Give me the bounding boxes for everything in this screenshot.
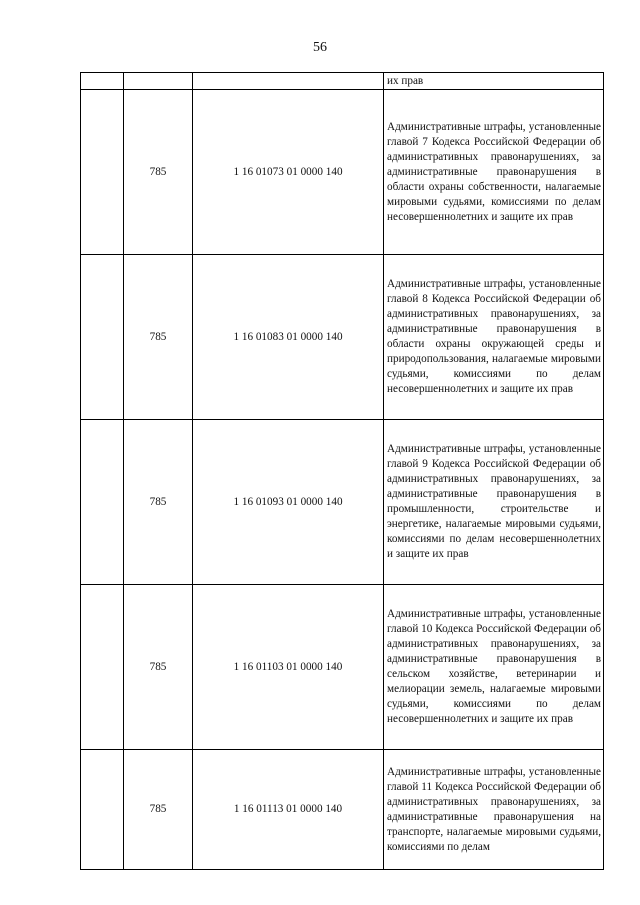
kbk-code: 1 16 01093 01 0000 140 [193, 420, 384, 585]
kbk-code: 1 16 01073 01 0000 140 [193, 90, 384, 255]
cell-empty [81, 750, 124, 870]
description: Административные штрафы, установленные главой 10 Кодекса Российской Федерации об административных правонарушениях, за административные правонарушения в сельском хозяйстве, ветеринарии и мелиорации земель, налагаемые мировыми судьями, комиссиями по делам несовершеннолетних и защите их прав [384, 585, 604, 750]
kbk-code: 1 16 01113 01 0000 140 [193, 750, 384, 870]
description: Административные штрафы, установленные главой 11 Кодекса Российской Федерации об административных правонарушениях, за административные правонарушения на транспорте, налагаемые мировыми судьями, комиссиями по делам [384, 750, 604, 870]
admin-code: 785 [124, 90, 193, 255]
admin-code: 785 [124, 750, 193, 870]
cell-empty [124, 73, 193, 90]
kbk-code: 1 16 01103 01 0000 140 [193, 585, 384, 750]
table-row [81, 255, 604, 420]
cell-empty [81, 420, 124, 585]
admin-code: 785 [124, 255, 193, 420]
cell-empty [81, 585, 124, 750]
table-row-continuation [81, 73, 604, 90]
cell-empty [81, 73, 124, 90]
admin-code: 785 [124, 585, 193, 750]
table-row [81, 585, 604, 750]
continuation-text: их прав [384, 73, 604, 90]
table-row [81, 90, 604, 255]
table-row [81, 420, 604, 585]
admin-code: 785 [124, 420, 193, 585]
page-number: 56 [313, 40, 327, 55]
cell-empty [81, 255, 124, 420]
description: Административные штрафы, установленные главой 9 Кодекса Российской Федерации об административных правонарушениях, за административные правонарушения в промышленности, строительстве и энергетике, налагаемые мировыми судьями, комиссиями по делам несовершеннолетних и защите их прав [384, 420, 604, 585]
kbk-code: 1 16 01083 01 0000 140 [193, 255, 384, 420]
table-row [81, 750, 604, 870]
budget-codes-table [80, 72, 604, 870]
cell-empty [81, 90, 124, 255]
description: Административные штрафы, установленные главой 8 Кодекса Российской Федерации об административных правонарушениях, за административные правонарушения в области охраны окружающей среды и природопользования, налагаемые мировыми судьями, комиссиями по делам несовершеннолетних и защите их прав [384, 255, 604, 420]
cell-empty [193, 73, 384, 90]
description: Административные штрафы, установленные главой 7 Кодекса Российской Федерации об административных правонарушениях, за административные правонарушения в области охраны собственности, налагаемые мировыми судьями, комиссиями по делам несовершеннолетних и защите их прав [384, 90, 604, 255]
